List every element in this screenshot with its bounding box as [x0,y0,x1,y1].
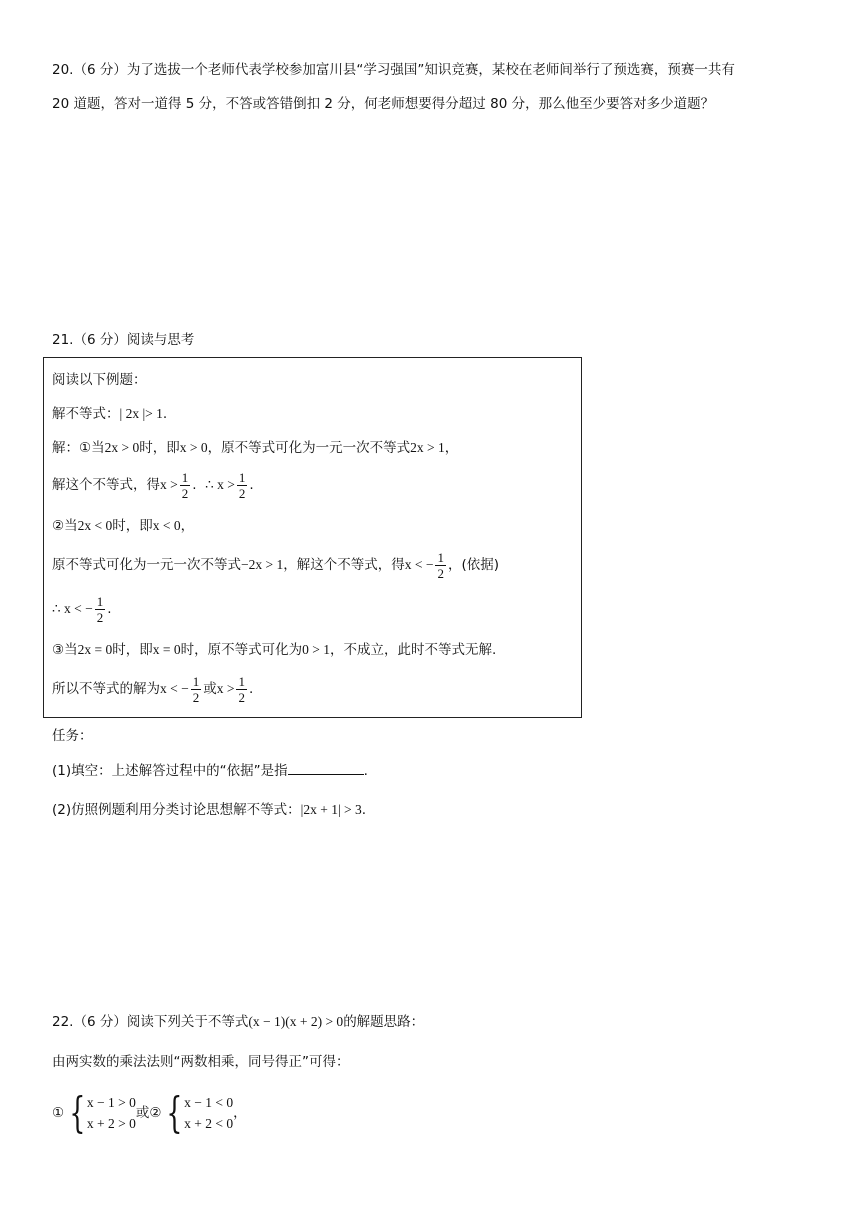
case3-mid: 时，即 [112,642,153,658]
fraction-half: $\frac{1}{2}$ [192,673,200,705]
case2-detail-line [52,548,499,582]
therefore2: ∴ x < − [52,601,93,616]
fraction-half: $\frac{1}{2}$ [238,673,245,705]
sys1-label: ① [52,1105,65,1121]
q21-title: 21.（6 分）阅读与思考 [52,332,195,348]
case3-prefix: ③当 [52,642,78,658]
case3-cond: 2x = 0 [77,642,113,657]
case3-line [52,640,496,660]
case2-result: x < − [404,557,434,572]
conclusion-or: 或 [203,681,217,697]
problem-expr: | 2x |> 1 [119,406,163,421]
example-problem: 解不等式：| 2x |> 1. [52,406,168,422]
sys2-b: x + 2 < 0 [184,1116,234,1131]
example-intro: 阅读以下例题： [52,372,147,388]
q22-title-prefix: 22.（6 分）阅读下列关于不等式 [52,1014,249,1030]
case1-ineq: 2x > 1 [410,440,445,455]
case3-end: ，不成立，此时不等式无解. [329,642,497,658]
case1-cond: 2x > 0 [104,440,140,455]
fraction-half: $\frac{1}{2}$ [437,549,444,581]
case2-text1: 原不等式可化为一元一次不等式 [52,557,241,573]
task2-line: (2)仿照例题利用分类讨论思想解不等式：|2x + 1| > 3. [52,802,367,818]
conclusion-prefix: 所以不等式的解为 [52,681,160,697]
conclusion-line: 所以不等式的解为x < − $\frac{1}{2}$ 或x > $\frac{1}{2}$ . [52,673,254,705]
solve1-text: 解这个不等式，得 [52,477,160,493]
q22-title-suffix: 的解题思路： [343,1014,425,1030]
q22-title-line [52,1012,424,1032]
case2-basis: ，(依据) [447,557,500,573]
q22-title-expr: (x − 1)(x + 2) > 0 [248,1014,344,1029]
case3-cond2: x = 0 [152,642,181,657]
task2-expr: |2x + 1| > 3 [300,802,362,817]
answer-blank[interactable] [288,760,364,775]
case1-line: 解：①当2x > 0时，即x > 0，原不等式可化为一元一次不等式2x > 1， [52,440,459,456]
q20-line2: 20 道题，答对一道得 5 分，不答或答错倒扣 2 分，何老师想要得分超过 80 分，那么他至少要答对多少道题？ [52,96,715,112]
task1-line: (1)填空：上述解答过程中的“依据”是指 . [52,760,368,781]
case2-prefix: ②当 [52,518,78,534]
or-label: 或 [135,1105,150,1121]
task-label: 任务： [52,728,93,744]
brace-icon: { [166,1088,183,1137]
problem-label: 解不等式： [52,406,120,422]
sys1-a: x − 1 > 0 [86,1095,136,1110]
sys1-b: x + 2 > 0 [86,1116,136,1131]
case2-cond2: x < 0 [152,518,181,533]
fraction-half: $\frac{1}{2}$ [238,469,246,501]
task1-text: (1)填空：上述解答过程中的“依据”是指 [52,763,288,779]
case2-cond: 2x < 0 [77,518,113,533]
system-1 [87,1092,136,1134]
conclusion-a: x < − [160,681,189,696]
case2-line: ②当2x < 0时，即x < 0， [52,518,195,534]
fraction-half: $\frac{1}{2}$ [181,469,189,501]
sys-end: ， [233,1105,247,1121]
solve1-var: x > [160,477,178,492]
therefore2-line: ∴ x < − $\frac{1}{2}$ . [52,593,112,625]
brace-icon: { [69,1088,86,1137]
case2-ineq: −2x > 1 [241,557,284,572]
q22-line2: 由两实数的乘法法则“两数相乘，同号得正”可得： [52,1054,350,1070]
case1-text: ，原不等式可化为一元一次不等式 [207,440,411,456]
case2-text2: ，解这个不等式，得 [283,557,405,573]
fraction-half: $\frac{1}{2}$ [96,593,104,625]
case3-ineq: 0 > 1 [302,642,330,657]
therefore1: ∴ x > [205,477,235,492]
case1-prefix: 解：①当 [52,440,105,456]
case1-mid: 时，即 [139,440,180,456]
q20-line1: 20.（6 分）为了选拔一个老师代表学校参加富川县“学习强国”知识竞赛，某校在老师间举行了预选赛，预赛一共有 [52,62,735,78]
conclusion-b: x > [216,681,235,696]
q22-systems-line [52,1090,247,1136]
system-2 [184,1092,233,1134]
task2-prefix: (2)仿照例题利用分类讨论思想解不等式： [52,802,301,818]
case1-cond2: x > 0 [179,440,208,455]
solve1-line: 解这个不等式，得x > $\frac{1}{2}$ . ∴ x > $\frac{1}{2}$ . [52,469,254,501]
sys2-a: x − 1 < 0 [184,1095,234,1110]
sys2-label: ② [149,1105,162,1121]
case3-text: 时，原不等式可化为 [180,642,303,658]
case2-mid: 时，即 [112,518,153,534]
